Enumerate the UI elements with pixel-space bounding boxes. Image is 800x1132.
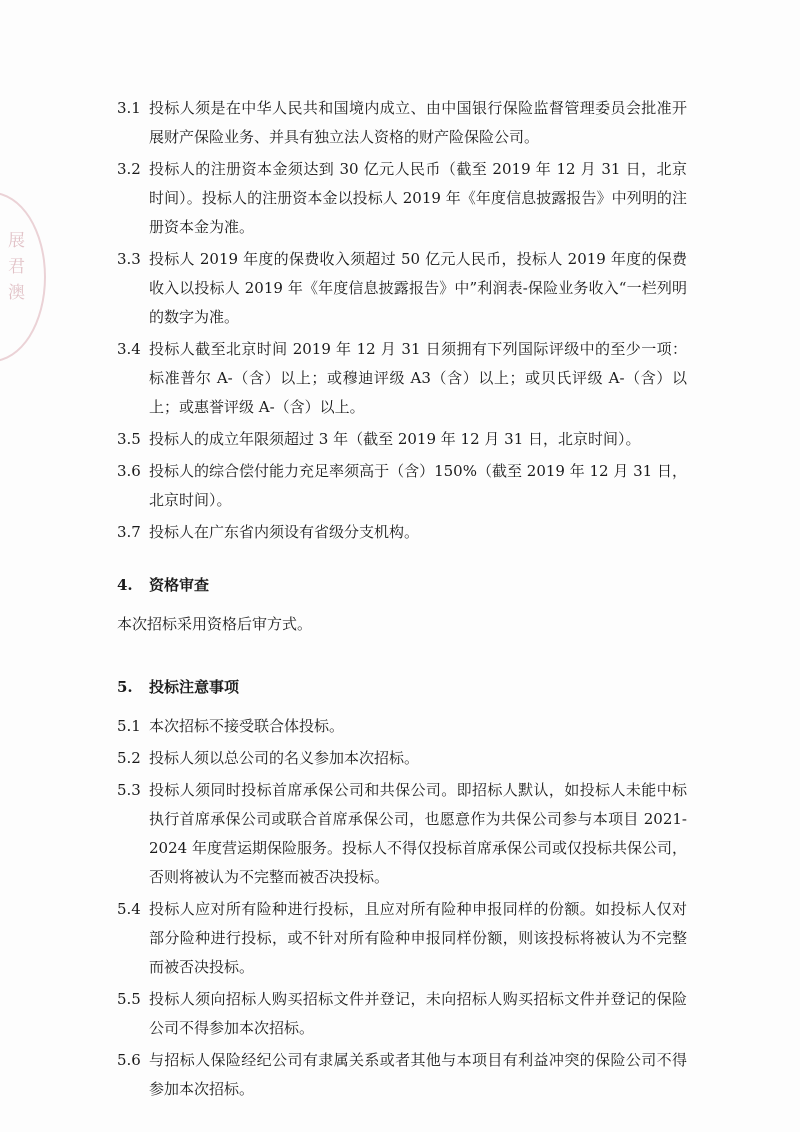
clause-5-1 xyxy=(117,712,687,741)
clause-number: 5.5 xyxy=(117,990,141,1008)
section-number: 4. xyxy=(117,576,133,594)
clause-text: 投标人应对所有险种进行投标，且应对所有险种申报同样的份额。如投标人仅对部分险种进行投标，或不针对所有险种申报同样份额，则该投标将被认为不完整而被否决投标。 xyxy=(149,900,687,976)
clause-5-6 xyxy=(117,1046,687,1104)
seal-text: 展 君 澳 xyxy=(8,231,25,303)
clause-text: 投标人截至北京时间 2019 年 12 月 31 日须拥有下列国际评级中的至少一项：标准普尔 A-（含）以上；或穆迪评级 A3（含）以上；或贝氏评级 A-（含）以上；或惠誉评级 A-（含）以上。 xyxy=(149,340,687,416)
clause-text: 本次招标不接受联合体投标。 xyxy=(149,717,345,735)
clause-5-5 xyxy=(117,985,687,1043)
clause-5-4 xyxy=(117,895,687,982)
clause-text: 投标人在广东省内须设有省级分支机构。 xyxy=(149,523,420,541)
clause-3-6 xyxy=(117,457,687,515)
clause-number: 5.6 xyxy=(117,1051,141,1069)
section-5-heading xyxy=(117,673,687,702)
clause-text: 投标人 2019 年度的保费收入须超过 50 亿元人民币，投标人 2019 年度的保费收入以投标人 2019 年《年度信息披露报告》中”利润表-保险业务收入“一栏列明的数字为准。 xyxy=(149,250,687,326)
clause-number: 3.2 xyxy=(117,160,141,178)
clause-text: 投标人须同时投标首席承保公司和共保公司。即招标人默认，如投标人未能中标执行首席承保公司或联合首席承保公司，也愿意作为共保公司参与本项目 2021-2024 年度营运期保险服务。投标人不得仅投标首席承保公司或仅投标共保公司，否则将被认为不完整而被否决投标。 xyxy=(149,781,687,886)
section-title: 资格审查 xyxy=(149,576,210,594)
clause-3-1 xyxy=(117,94,687,152)
section-title: 投标注意事项 xyxy=(149,678,240,696)
clause-text: 投标人须以总公司的名义参加本次招标。 xyxy=(149,749,420,767)
clause-text: 投标人的注册资本金须达到 30 亿元人民币（截至 2019 年 12 月 31 日，北京时间）。投标人的注册资本金以投标人 2019 年《年度信息披露报告》中列明的注册资本金为准。 xyxy=(149,160,687,236)
clause-number: 3.7 xyxy=(117,523,141,541)
clause-5-2 xyxy=(117,744,687,773)
clause-number: 5.4 xyxy=(117,900,141,918)
clause-number: 3.1 xyxy=(117,99,141,117)
clause-number: 3.5 xyxy=(117,430,141,448)
clause-3-5 xyxy=(117,425,687,454)
clause-text: 投标人须是在中华人民共和国境内成立、由中国银行保险监督管理委员会批准开展财产保险业务、并具有独立法人资格的财产险保险公司。 xyxy=(149,99,687,146)
clause-text: 投标人的成立年限须超过 3 年（截至 2019 年 12 月 31 日，北京时间）。 xyxy=(149,430,641,448)
clause-3-2 xyxy=(117,155,687,242)
clause-number: 3.6 xyxy=(117,462,141,480)
section-number: 5. xyxy=(117,678,133,696)
clause-text: 投标人须向招标人购买招标文件并登记，未向招标人购买招标文件并登记的保险公司不得参加本次招标。 xyxy=(149,990,687,1037)
clause-number: 3.4 xyxy=(117,340,141,358)
clause-number: 5.2 xyxy=(117,749,141,767)
clause-text: 与招标人保险经纪公司有隶属关系或者其他与本项目有利益冲突的保险公司不得参加本次招标。 xyxy=(149,1051,687,1098)
clause-3-3 xyxy=(117,245,687,332)
clause-number: 3.3 xyxy=(117,250,141,268)
clause-3-7 xyxy=(117,518,687,547)
clause-3-4 xyxy=(117,335,687,422)
clause-text: 投标人的综合偿付能力充足率须高于（含）150%（截至 2019 年 12 月 31 日，北京时间）。 xyxy=(149,462,687,509)
section-4-heading xyxy=(117,571,687,600)
clause-5-3 xyxy=(117,776,687,892)
section-4-body: 本次招标采用资格后审方式。 xyxy=(117,615,313,633)
document-body xyxy=(117,94,687,1107)
clause-number: 5.1 xyxy=(117,717,141,735)
clause-number: 5.3 xyxy=(117,781,141,799)
